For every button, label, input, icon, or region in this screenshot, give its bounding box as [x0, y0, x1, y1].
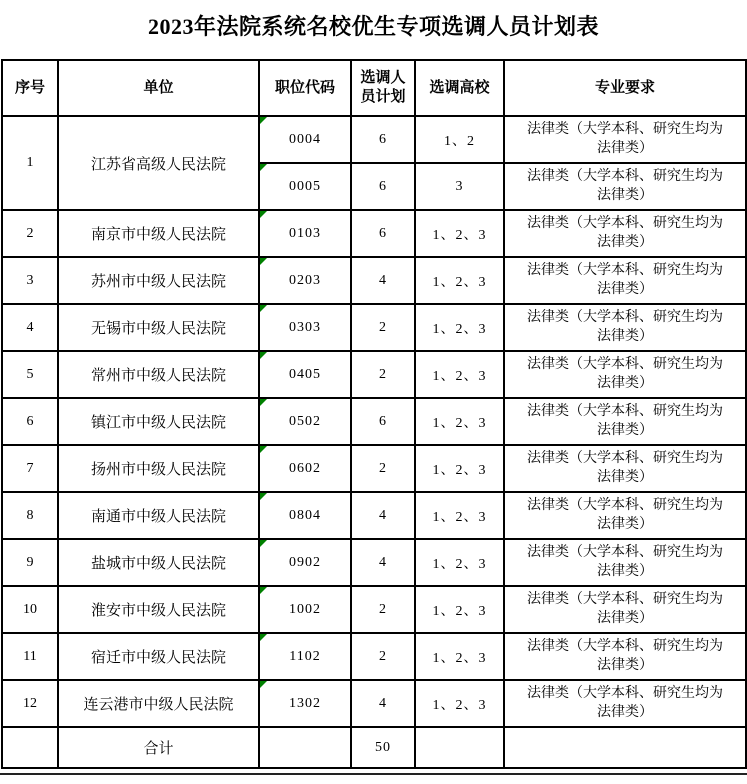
excel-text-format-marker-icon [260, 164, 267, 171]
table-row [2, 445, 746, 492]
table-row [2, 586, 746, 633]
excel-text-format-marker-icon [260, 305, 267, 312]
plan-cell: 4 [351, 257, 415, 304]
seq-cell: 4 [2, 304, 58, 351]
requirement-cell: 法律类（大学本科、研究生均为法律类） [504, 633, 746, 680]
code-value: 0902 [289, 554, 321, 570]
total-plan-cell: 50 [351, 727, 415, 768]
code-cell [259, 539, 351, 586]
unit-cell: 无锡市中级人民法院 [58, 304, 259, 351]
seq-cell: 3 [2, 257, 58, 304]
requirement-cell: 法律类（大学本科、研究生均为法律类） [504, 539, 746, 586]
table-row [2, 633, 746, 680]
seq-cell: 2 [2, 210, 58, 257]
code-cell [259, 210, 351, 257]
code-value: 0804 [289, 507, 321, 523]
schools-cell: 1、2、3 [415, 210, 504, 257]
plan-cell: 2 [351, 304, 415, 351]
seq-cell: 12 [2, 680, 58, 727]
total-schools-cell [415, 727, 504, 768]
requirement-cell: 法律类（大学本科、研究生均为法律类） [504, 398, 746, 445]
unit-cell: 扬州市中级人民法院 [58, 445, 259, 492]
table-row [2, 539, 746, 586]
unit-cell: 镇江市中级人民法院 [58, 398, 259, 445]
code-cell [259, 398, 351, 445]
schools-cell: 1、2、3 [415, 539, 504, 586]
unit-cell: 宿迁市中级人民法院 [58, 633, 259, 680]
requirement-cell: 法律类（大学本科、研究生均为法律类） [504, 257, 746, 304]
code-cell [259, 633, 351, 680]
plan-cell: 4 [351, 539, 415, 586]
total-requirement-cell [504, 727, 746, 768]
requirement-cell: 法律类（大学本科、研究生均为法律类） [504, 304, 746, 351]
schools-cell: 1、2、3 [415, 445, 504, 492]
header-seq: 序号 [2, 60, 58, 116]
code-value: 0004 [289, 131, 321, 147]
unit-cell: 淮安市中级人民法院 [58, 586, 259, 633]
table-row [2, 398, 746, 445]
table-row [2, 351, 746, 398]
unit-cell: 盐城市中级人民法院 [58, 539, 259, 586]
excel-text-format-marker-icon [260, 540, 267, 547]
seq-cell: 8 [2, 492, 58, 539]
plan-cell: 2 [351, 633, 415, 680]
code-cell [259, 680, 351, 727]
code-value: 1002 [289, 601, 321, 617]
schools-cell: 1、2、3 [415, 304, 504, 351]
unit-cell: 苏州市中级人民法院 [58, 257, 259, 304]
schools-cell: 1、2、3 [415, 398, 504, 445]
seq-cell: 11 [2, 633, 58, 680]
excel-text-format-marker-icon [260, 211, 267, 218]
cropped-next-row-border [0, 773, 747, 775]
unit-cell: 连云港市中级人民法院 [58, 680, 259, 727]
excel-text-format-marker-icon [260, 681, 267, 688]
code-value: 0203 [289, 272, 321, 288]
header-plan: 选调人员计划 [351, 60, 415, 116]
schools-cell: 1、2、3 [415, 351, 504, 398]
requirement-cell: 法律类（大学本科、研究生均为法律类） [504, 210, 746, 257]
code-cell [259, 445, 351, 492]
plan-cell: 6 [351, 163, 415, 210]
seq-cell: 5 [2, 351, 58, 398]
schools-cell: 3 [415, 163, 504, 210]
code-value: 0303 [289, 319, 321, 335]
table-row [2, 210, 746, 257]
schools-cell: 1、2、3 [415, 586, 504, 633]
table-row [2, 257, 746, 304]
total-seq-cell [2, 727, 58, 768]
code-cell [259, 304, 351, 351]
requirement-cell: 法律类（大学本科、研究生均为法律类） [504, 116, 746, 163]
requirement-cell: 法律类（大学本科、研究生均为法律类） [504, 445, 746, 492]
requirement-cell: 法律类（大学本科、研究生均为法律类） [504, 680, 746, 727]
plan-cell: 2 [351, 445, 415, 492]
header-unit: 单位 [58, 60, 259, 116]
code-value: 0502 [289, 413, 321, 429]
code-cell [259, 586, 351, 633]
excel-text-format-marker-icon [260, 634, 267, 641]
unit-cell: 南京市中级人民法院 [58, 210, 259, 257]
plan-cell: 6 [351, 210, 415, 257]
code-cell [259, 351, 351, 398]
seq-cell: 6 [2, 398, 58, 445]
table-row [2, 492, 746, 539]
requirement-cell: 法律类（大学本科、研究生均为法律类） [504, 163, 746, 210]
schools-cell: 1、2、3 [415, 492, 504, 539]
excel-text-format-marker-icon [260, 446, 267, 453]
header-requirements: 专业要求 [504, 60, 746, 116]
unit-cell: 江苏省高级人民法院 [58, 116, 259, 210]
code-value: 0103 [289, 225, 321, 241]
requirement-cell: 法律类（大学本科、研究生均为法律类） [504, 586, 746, 633]
code-value: 1302 [289, 695, 321, 711]
excel-text-format-marker-icon [260, 117, 267, 124]
requirement-cell: 法律类（大学本科、研究生均为法律类） [504, 492, 746, 539]
schools-cell: 1、2、3 [415, 257, 504, 304]
unit-cell: 常州市中级人民法院 [58, 351, 259, 398]
code-value: 0602 [289, 460, 321, 476]
schools-cell: 1、2、3 [415, 633, 504, 680]
code-cell [259, 116, 351, 163]
plan-cell: 4 [351, 492, 415, 539]
table-row [2, 680, 746, 727]
table-row [2, 304, 746, 351]
plan-cell: 6 [351, 398, 415, 445]
excel-text-format-marker-icon [260, 352, 267, 359]
excel-text-format-marker-icon [260, 258, 267, 265]
table-header-row [2, 60, 746, 116]
code-cell [259, 492, 351, 539]
requirement-cell: 法律类（大学本科、研究生均为法律类） [504, 351, 746, 398]
header-code: 职位代码 [259, 60, 351, 116]
schools-cell: 1、2、3 [415, 680, 504, 727]
total-code-cell [259, 727, 351, 768]
seq-cell: 1 [2, 116, 58, 210]
code-cell [259, 257, 351, 304]
total-row [2, 727, 746, 768]
document-title: 2023年法院系统名校优生专项选调人员计划表 [147, 14, 599, 39]
excel-text-format-marker-icon [260, 399, 267, 406]
excel-text-format-marker-icon [260, 587, 267, 594]
selection-plan-table [1, 59, 747, 769]
code-cell [259, 163, 351, 210]
code-value: 0405 [289, 366, 321, 382]
unit-cell: 南通市中级人民法院 [58, 492, 259, 539]
plan-cell: 4 [351, 680, 415, 727]
plan-cell: 2 [351, 586, 415, 633]
excel-text-format-marker-icon [260, 493, 267, 500]
seq-cell: 7 [2, 445, 58, 492]
seq-cell: 9 [2, 539, 58, 586]
plan-cell: 6 [351, 116, 415, 163]
schools-cell: 1、2 [415, 116, 504, 163]
header-schools: 选调高校 [415, 60, 504, 116]
total-label-cell: 合计 [58, 727, 259, 768]
table-row [2, 116, 746, 163]
plan-cell: 2 [351, 351, 415, 398]
code-value: 0005 [289, 178, 321, 194]
code-value: 1102 [289, 648, 321, 664]
seq-cell: 10 [2, 586, 58, 633]
